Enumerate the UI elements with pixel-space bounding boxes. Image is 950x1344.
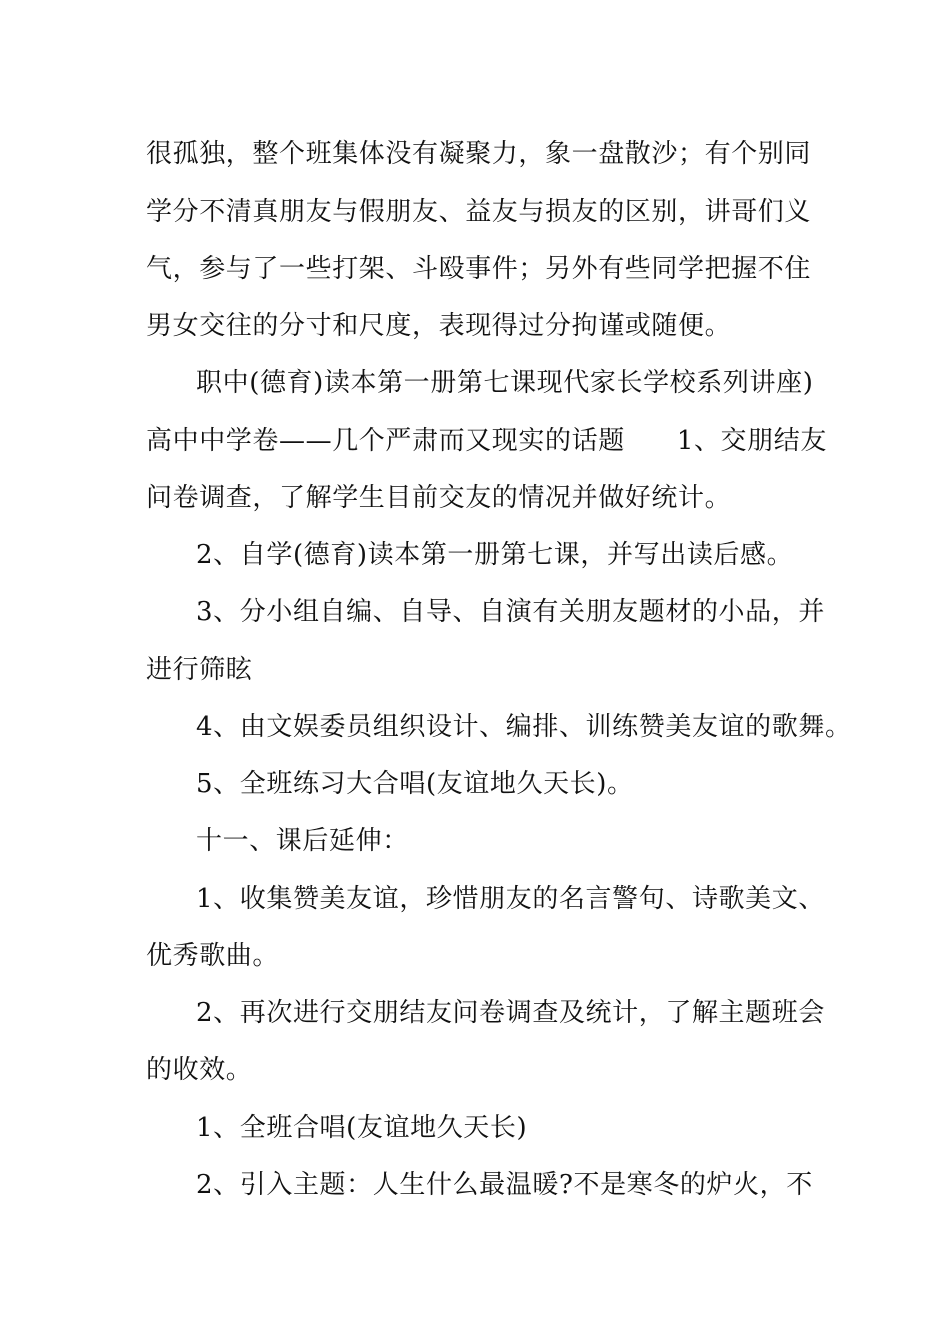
text-line-part: 1、交朋结友 <box>676 426 827 456</box>
text-line: 2、再次进行交朋结友问卷调查及统计，了解主题班会 <box>196 998 825 1028</box>
text-line: 学分不清真朋友与假朋友、益友与损友的区别，讲哥们义 <box>146 197 812 227</box>
text-line: 3、分小组自编、自导、自演有关朋友题材的小品，并 <box>196 597 825 627</box>
text-line: 2、引入主题：人生什么最温暖?不是寒冬的炉火，不 <box>196 1170 813 1200</box>
text-line: 优秀歌曲。 <box>146 941 280 971</box>
text-line: 5、全班练习大合唱(友谊地久天长)。 <box>196 769 634 799</box>
text-line: 十一、课后延伸： <box>196 826 409 856</box>
text-line: 职中(德育)读本第一册第七课现代家长学校系列讲座) <box>196 368 814 398</box>
text-line: 1、收集赞美友谊，珍惜朋友的名言警句、诗歌美文、 <box>196 884 825 914</box>
text-line: 很孤独，整个班集体没有凝聚力，象一盘散沙；有个别同 <box>146 139 812 169</box>
text-line-part: 高中中学卷——几个严肃而又现实的话题 <box>146 426 625 456</box>
text-line: 2、自学(德育)读本第一册第七课，并写出读后感。 <box>196 540 794 570</box>
text-line: 男女交往的分寸和尺度，表现得过分拘谨或随便。 <box>146 311 732 341</box>
text-line: 4、由文娱委员组织设计、编排、训练赞美友谊的歌舞。 <box>196 712 852 742</box>
text-line <box>146 421 827 461</box>
text-line: 的收效。 <box>146 1055 253 1085</box>
text-line: 进行筛眩 <box>146 655 253 685</box>
text-line: 气，参与了一些打架、斗殴事件；另外有些同学把握不住 <box>146 254 812 284</box>
text-line: 1、全班合唱(友谊地久天长) <box>196 1113 528 1143</box>
text-line: 问卷调查，了解学生目前交友的情况并做好统计。 <box>146 483 732 513</box>
